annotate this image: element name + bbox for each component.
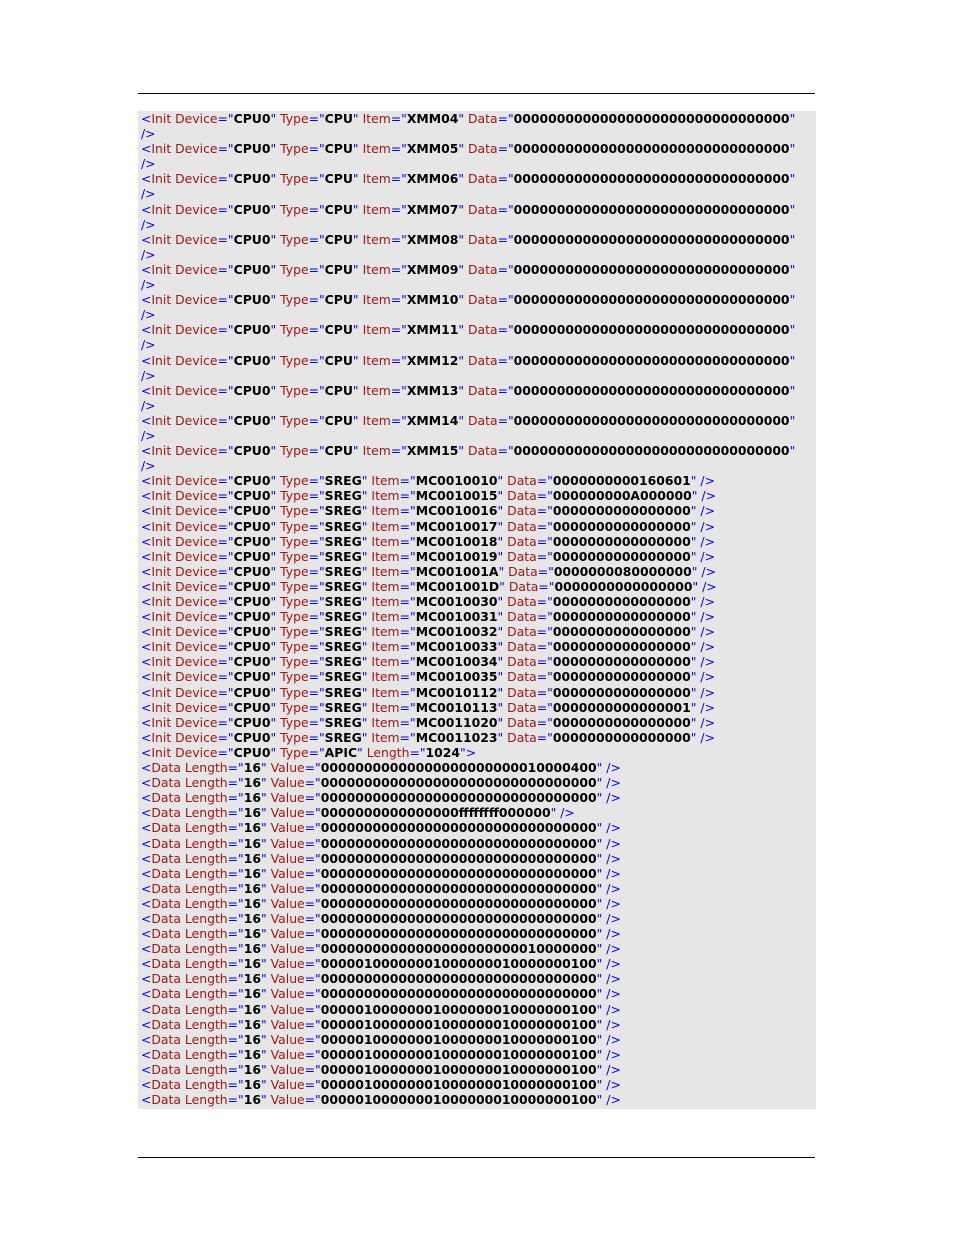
sreg-init-line: <Init Device="CPU0" Type="SREG" Item="MC0010031" Data="0000000000000000" />: [141, 609, 715, 625]
device-value: CPU0: [233, 594, 271, 609]
xmm-init-section: [141, 111, 816, 473]
length-value: 16: [243, 971, 261, 987]
data-line: <Data Length="16" Value="00000100000001000000010000000100" />: [141, 1001, 621, 1017]
data-value: 00000000000000000000000000000000: [513, 443, 790, 459]
data-value: 0000000000000000: [552, 594, 691, 609]
type-value: CPU: [324, 261, 353, 277]
data-value: 00000000000000000000000000000000: [513, 352, 790, 368]
xmm-init-line: <Init Device="CPU0" Type="CPU" Item="XMM13" Data="00000000000000000000000000000000": [141, 382, 796, 398]
footer-rule: [138, 1157, 815, 1158]
device-value: CPU0: [233, 578, 271, 594]
data-value: 00000000000000000000000000000000: [513, 171, 790, 187]
item-value: XMM08: [406, 231, 459, 247]
type-value: CPU: [324, 412, 353, 428]
data-value: 0000000000000000: [552, 624, 691, 640]
item-value: MC001001A: [415, 563, 499, 579]
sreg-init-line: <Init Device="CPU0" Type="SREG" Item="MC0010019" Data="0000000000000000" />: [141, 548, 715, 564]
sreg-init-line: <Init Device="CPU0" Type="SREG" Item="MC0010015" Data="000000000A000000" />: [141, 488, 716, 504]
value-value: 00000000000000000000000000000000: [320, 850, 597, 866]
item-value: MC0010030: [415, 594, 498, 609]
item-value: MC0010015: [415, 488, 498, 504]
data-value: 0000000080000000: [553, 563, 692, 579]
data-line: <Data Length="16" Value="00000000000000000000000000000000" />: [141, 790, 621, 806]
item-value: XMM13: [406, 382, 459, 398]
data-line: <Data Length="16" Value="00000100000001000000010000000100" />: [141, 956, 621, 972]
data-value: 0000000000000000: [552, 548, 691, 564]
xmm-init-line: <Init Device="CPU0" Type="CPU" Item="XMM12" Data="00000000000000000000000000000000": [141, 352, 796, 368]
item-value: MC0010032: [415, 624, 498, 640]
data-value: 000000000A000000: [552, 488, 692, 504]
item-value: XMM05: [406, 141, 459, 157]
item-value: XMM11: [406, 322, 459, 338]
length-value: 16: [243, 790, 261, 806]
item-value: XMM10: [406, 292, 459, 308]
data-value: 0000000000000000: [552, 684, 691, 700]
value-value: 00000100000001000000010000000100: [320, 956, 597, 972]
type-value: SREG: [324, 684, 362, 700]
xmm-init-line: <Init Device="CPU0" Type="CPU" Item="XMM14" Data="00000000000000000000000000000000": [141, 412, 796, 428]
item-value: XMM06: [406, 171, 459, 187]
device-value: CPU0: [233, 729, 271, 745]
xmm-init-line: <Init Device="CPU0" Type="CPU" Item="XMM09" Data="00000000000000000000000000000000": [141, 261, 796, 277]
device-value: CPU0: [233, 473, 271, 489]
item-value: XMM12: [406, 352, 459, 368]
type-value: SREG: [324, 639, 362, 655]
apic-init-line: <Init Device="CPU0" Type="APIC" Length="1024">: [141, 744, 477, 760]
xmm-init-line: <Init Device="CPU0" Type="CPU" Item="XMM10" Data="00000000000000000000000000000000": [141, 292, 796, 308]
data-value: 00000000000000000000000000000000: [513, 322, 790, 338]
device-value: CPU0: [233, 639, 271, 655]
xmm-init-close: />: [141, 277, 156, 293]
xmm-init-close: />: [141, 367, 156, 383]
item-value: MC0010016: [415, 503, 498, 519]
item-value: MC0010010: [415, 473, 498, 489]
sreg-init-line: <Init Device="CPU0" Type="SREG" Item="MC0010032" Data="0000000000000000" />: [141, 624, 715, 640]
device-value: CPU0: [233, 261, 271, 277]
item-value: MC001001D: [415, 578, 500, 594]
value-value: 00000000000000000000000000000000: [320, 865, 597, 881]
type-value: SREG: [324, 518, 362, 534]
length-value: 16: [243, 805, 261, 821]
type-value: SREG: [324, 548, 362, 564]
type-value: SREG: [324, 729, 362, 745]
sreg-init-line: <Init Device="CPU0" Type="SREG" Item="MC0010030" Data="0000000000000000" />: [141, 594, 715, 609]
length-value: 16: [243, 820, 261, 836]
xmm-init-line: <Init Device="CPU0" Type="CPU" Item="XMM15" Data="00000000000000000000000000000000": [141, 443, 796, 459]
value-value: 00000000000000000000000000000000: [320, 880, 597, 896]
type-value: SREG: [324, 578, 362, 594]
type-value: CPU: [324, 322, 353, 338]
length-value: 16: [243, 760, 261, 776]
value-value: 00000000000000000000000000000000: [320, 971, 597, 987]
data-value: 0000000000000000: [552, 669, 691, 685]
xmm-init-line: <Init Device="CPU0" Type="CPU" Item="XMM05" Data="00000000000000000000000000000000": [141, 141, 796, 157]
data-value: 00000000000000000000000000000000: [513, 382, 790, 398]
type-value: SREG: [324, 624, 362, 640]
device-value: CPU0: [233, 231, 271, 247]
value-value: 00000000000000000000000000000000: [320, 986, 597, 1002]
xmm-init-close: />: [141, 427, 156, 443]
xmm-init-close: />: [141, 156, 156, 172]
type-value: SREG: [324, 473, 362, 489]
length-value: 16: [243, 865, 261, 881]
value-value: 00000100000001000000010000000100: [320, 1016, 597, 1032]
type-value: SREG: [324, 669, 362, 685]
length-value: 16: [243, 1077, 261, 1092]
data-line: <Data Length="16" Value="00000000000000000000000000000000" />: [141, 880, 621, 896]
length-value: 16: [243, 880, 261, 896]
sreg-init-line: <Init Device="CPU0" Type="SREG" Item="MC0010010" Data="0000000000160601" />: [141, 473, 715, 489]
data-line: <Data Length="16" Value="0000000000000000ffffffff000000" />: [141, 805, 575, 821]
item-value: MC0010017: [415, 518, 498, 534]
length-value: 16: [243, 1016, 261, 1032]
type-value: CPU: [324, 231, 353, 247]
sreg-init-line: <Init Device="CPU0" Type="SREG" Item="MC0010113" Data="0000000000000001" />: [141, 699, 715, 715]
device-value: CPU0: [233, 443, 271, 459]
device-value: CPU0: [233, 684, 271, 700]
device-value: CPU0: [233, 609, 271, 625]
device-value: CPU0: [233, 382, 271, 398]
data-line: <Data Length="16" Value="00000000000000000000000010000400" />: [141, 760, 621, 776]
length-value: 16: [243, 775, 261, 791]
device-value: CPU0: [233, 669, 271, 685]
xmm-init-line: <Init Device="CPU0" Type="CPU" Item="XMM06" Data="00000000000000000000000000000000": [141, 171, 796, 187]
type-value: CPU: [324, 443, 353, 459]
sreg-init-line: <Init Device="CPU0" Type="SREG" Item="MC0011023" Data="0000000000000000" />: [141, 729, 715, 745]
xmm-init-close: />: [141, 397, 156, 413]
data-line: <Data Length="16" Value="00000000000000000000000010000000" />: [141, 941, 621, 957]
length-value: 16: [243, 1001, 261, 1017]
value-value: 00000100000001000000010000000100: [320, 1031, 597, 1047]
sreg-init-line: <Init Device="CPU0" Type="SREG" Item="MC0010033" Data="0000000000000000" />: [141, 639, 715, 655]
xmm-init-close: />: [141, 337, 156, 353]
value-value: 00000000000000000000000010000000: [320, 941, 597, 957]
data-value: 0000000000000000: [552, 714, 691, 730]
value-value: 00000000000000000000000000000000: [320, 895, 597, 911]
value-value: 00000000000000000000000000000000: [320, 835, 597, 851]
value-value: 00000100000001000000010000000100: [320, 1061, 597, 1077]
sreg-init-line: <Init Device="CPU0" Type="SREG" Item="MC0010035" Data="0000000000000000" />: [141, 669, 715, 685]
sreg-init-line: <Init Device="CPU0" Type="SREG" Item="MC0010034" Data="0000000000000000" />: [141, 654, 715, 670]
device-value: CPU0: [233, 503, 271, 519]
device-value: CPU0: [233, 654, 271, 670]
data-value: 00000000000000000000000000000000: [513, 261, 790, 277]
value-value: 00000000000000000000000000000000: [320, 775, 597, 791]
device-value: CPU0: [233, 518, 271, 534]
data-value: 0000000000000000: [552, 609, 691, 625]
value-value: 0000000000000000ffffffff000000: [320, 805, 551, 821]
data-value: 00000000000000000000000000000000: [513, 412, 790, 428]
device-value: CPU0: [233, 699, 271, 715]
item-value: MC0010019: [415, 548, 498, 564]
data-value: 00000000000000000000000000000000: [513, 231, 790, 247]
xmm-init-line: <Init Device="CPU0" Type="CPU" Item="XMM07" Data="00000000000000000000000000000000": [141, 201, 796, 217]
length-value: 16: [243, 850, 261, 866]
device-value: CPU0: [233, 563, 271, 579]
data-value: 0000000000000001: [552, 699, 691, 715]
xmm-init-line: <Init Device="CPU0" Type="CPU" Item="XMM08" Data="00000000000000000000000000000000": [141, 231, 796, 247]
item-value: MC0011020: [415, 714, 498, 730]
value-value: 00000000000000000000000000000000: [320, 790, 597, 806]
xmm-init-close: />: [141, 126, 156, 142]
item-value: MC0010112: [415, 684, 498, 700]
data-line: <Data Length="16" Value="00000000000000000000000000000000" />: [141, 820, 621, 836]
sreg-init-section: [141, 473, 816, 745]
item-value: MC0010031: [415, 609, 498, 625]
type-value: CPU: [324, 352, 353, 368]
data-line: <Data Length="16" Value="00000100000001000000010000000100" />: [141, 1016, 621, 1032]
device-value: CPU0: [233, 171, 271, 187]
type-value: CPU: [324, 171, 353, 187]
item-value: MC0010034: [415, 654, 498, 670]
item-value: XMM04: [406, 111, 459, 126]
length-value: 16: [243, 1046, 261, 1062]
xmm-init-close: />: [141, 246, 156, 262]
type-value: CPU: [324, 382, 353, 398]
type-value: SREG: [324, 699, 362, 715]
value-value: 00000100000001000000010000000100: [320, 1046, 597, 1062]
length-value: 16: [243, 941, 261, 957]
value-value: 00000100000001000000010000000100: [320, 1092, 597, 1108]
type-value: SREG: [324, 609, 362, 625]
data-value: 00000000000000000000000000000000: [513, 292, 790, 308]
data-line: <Data Length="16" Value="00000100000001000000010000000100" />: [141, 1077, 621, 1092]
device-value: CPU0: [233, 714, 271, 730]
xmm-init-close: />: [141, 186, 156, 202]
type-value: SREG: [324, 563, 362, 579]
item-value: XMM15: [406, 443, 459, 459]
length-value: 16: [243, 910, 261, 926]
data-value: 0000000000000000: [552, 729, 691, 745]
length-value: 16: [243, 835, 261, 851]
sreg-init-line: <Init Device="CPU0" Type="SREG" Item="MC0010112" Data="0000000000000000" />: [141, 684, 715, 700]
xml-code-block: [138, 111, 816, 1109]
data-line: <Data Length="16" Value="00000000000000000000000000000000" />: [141, 895, 621, 911]
type-value: SREG: [324, 533, 362, 549]
device-value: CPU0: [233, 624, 271, 640]
item-value: MC0010033: [415, 639, 498, 655]
length-value: 16: [243, 926, 261, 942]
type-value: CPU: [324, 141, 353, 157]
device-value: CPU0: [233, 533, 271, 549]
sreg-init-line: <Init Device="CPU0" Type="SREG" Item="MC0011020" Data="0000000000000000" />: [141, 714, 715, 730]
item-value: MC0010018: [415, 533, 498, 549]
value-value: 00000000000000000000000010000400: [320, 760, 597, 776]
device-value: CPU0: [233, 548, 271, 564]
data-line: <Data Length="16" Value="00000000000000000000000000000000" />: [141, 986, 621, 1002]
value-value: 00000000000000000000000000000000: [320, 820, 597, 836]
device-value: CPU0: [233, 111, 271, 126]
data-line: <Data Length="16" Value="00000000000000000000000000000000" />: [141, 910, 621, 926]
data-line: <Data Length="16" Value="00000000000000000000000000000000" />: [141, 971, 621, 987]
data-line: <Data Length="16" Value="00000100000001000000010000000100" />: [141, 1092, 621, 1108]
data-line: <Data Length="16" Value="00000000000000000000000000000000" />: [141, 835, 621, 851]
type-value: CPU: [324, 201, 353, 217]
xmm-init-line: <Init Device="CPU0" Type="CPU" Item="XMM04" Data="00000000000000000000000000000000": [141, 111, 796, 126]
xmm-init-close: />: [141, 307, 156, 323]
data-value: 00000000000000000000000000000000: [513, 141, 790, 157]
item-value: MC0010035: [415, 669, 498, 685]
xmm-init-close: />: [141, 458, 156, 474]
value-value: 00000000000000000000000000000000: [320, 926, 597, 942]
data-line: <Data Length="16" Value="00000000000000000000000000000000" />: [141, 926, 621, 942]
sreg-init-line: <Init Device="CPU0" Type="SREG" Item="MC0010016" Data="0000000000000000" />: [141, 503, 715, 519]
data-value: 0000000000000000: [552, 533, 691, 549]
type-value: CPU: [324, 292, 353, 308]
length-value: 16: [243, 986, 261, 1002]
length-value: 16: [243, 956, 261, 972]
device-value: CPU0: [233, 292, 271, 308]
xmm-init-close: />: [141, 216, 156, 232]
data-value: 0000000000000000: [552, 503, 691, 519]
data-value: 00000000000000000000000000000000: [513, 111, 790, 126]
data-line: <Data Length="16" Value="00000000000000000000000000000000" />: [141, 850, 621, 866]
value-value: 00000000000000000000000000000000: [320, 910, 597, 926]
value-value: 00000100000001000000010000000100: [320, 1001, 597, 1017]
device-value: CPU0: [233, 412, 271, 428]
length-value: 16: [243, 1061, 261, 1077]
data-value: 00000000000000000000000000000000: [513, 201, 790, 217]
data-value: 0000000000000000: [554, 578, 693, 594]
item-value: MC0011023: [415, 729, 498, 745]
data-line: <Data Length="16" Value="00000100000001000000010000000100" />: [141, 1061, 621, 1077]
length-value: 16: [243, 1031, 261, 1047]
data-line: <Data Length="16" Value="00000000000000000000000000000000" />: [141, 775, 621, 791]
type-value: SREG: [324, 594, 362, 609]
item-value: XMM07: [406, 201, 459, 217]
item-value: XMM14: [406, 412, 459, 428]
sreg-init-line: <Init Device="CPU0" Type="SREG" Item="MC001001D" Data="0000000000000000" />: [141, 578, 717, 594]
item-value: MC0010113: [415, 699, 498, 715]
type-value: SREG: [324, 714, 362, 730]
data-line: <Data Length="16" Value="00000100000001000000010000000100" />: [141, 1046, 621, 1062]
data-value: 0000000000000000: [552, 654, 691, 670]
data-value: 0000000000000000: [552, 518, 691, 534]
data-value: 0000000000160601: [552, 473, 691, 489]
header-rule: [138, 93, 815, 94]
sreg-init-line: <Init Device="CPU0" Type="SREG" Item="MC001001A" Data="0000000080000000" />: [141, 563, 716, 579]
length-value: 16: [243, 1092, 261, 1108]
device-value: CPU0: [233, 201, 271, 217]
data-line: <Data Length="16" Value="00000100000001000000010000000100" />: [141, 1031, 621, 1047]
value-value: 00000100000001000000010000000100: [320, 1077, 597, 1092]
device-value: CPU0: [233, 488, 271, 504]
sreg-init-line: <Init Device="CPU0" Type="SREG" Item="MC0010017" Data="0000000000000000" />: [141, 518, 715, 534]
item-value: XMM09: [406, 261, 459, 277]
type-value: SREG: [324, 488, 362, 504]
data-line: <Data Length="16" Value="00000000000000000000000000000000" />: [141, 865, 621, 881]
sreg-init-line: <Init Device="CPU0" Type="SREG" Item="MC0010018" Data="0000000000000000" />: [141, 533, 715, 549]
length-value: 16: [243, 895, 261, 911]
type-value: SREG: [324, 503, 362, 519]
type-value: CPU: [324, 111, 353, 126]
device-value: CPU0: [233, 141, 271, 157]
type-value: SREG: [324, 654, 362, 670]
device-value: CPU0: [233, 322, 271, 338]
data-value: 0000000000000000: [552, 639, 691, 655]
apic-data-section: [141, 760, 816, 1107]
xmm-init-line: <Init Device="CPU0" Type="CPU" Item="XMM11" Data="00000000000000000000000000000000": [141, 322, 796, 338]
device-value: CPU0: [233, 352, 271, 368]
